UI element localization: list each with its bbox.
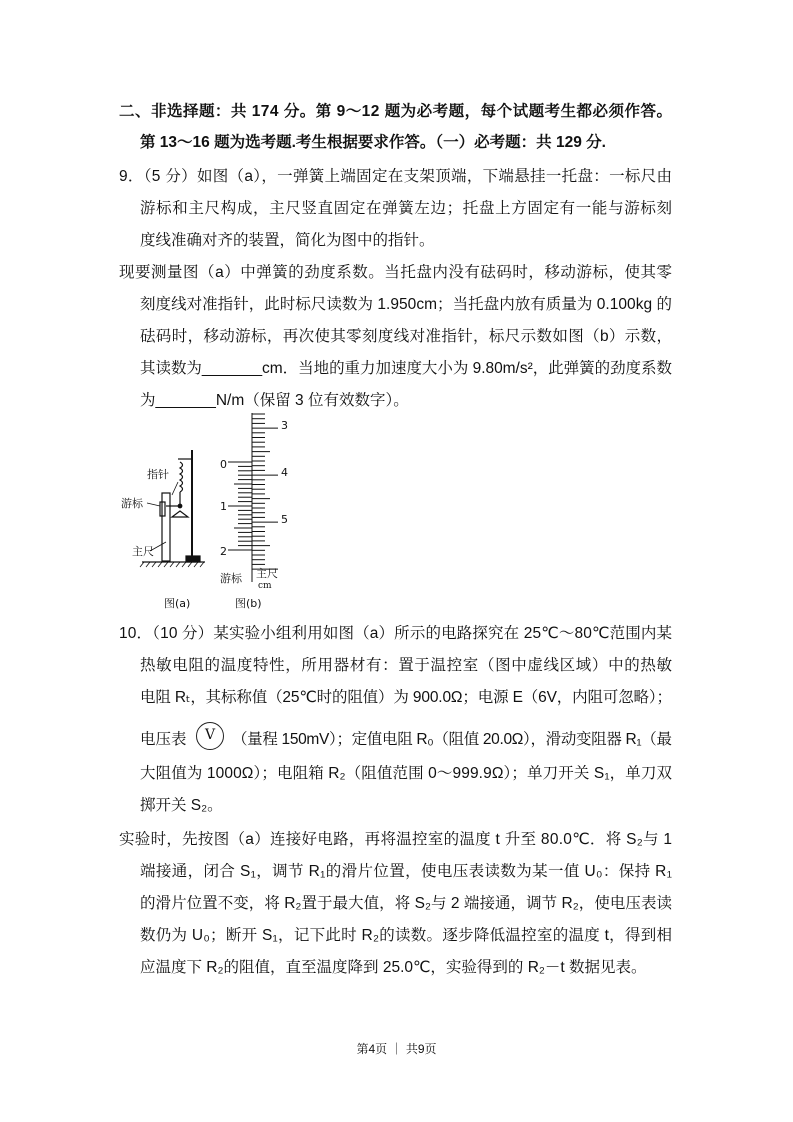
- page-footer: 第4页 ｜ 共9页: [356, 1042, 437, 1056]
- q10-line: 端接通，闭合 S₁，调节 R₁的滑片位置，使电压表读数为某一值 U₀：保持 R₁: [140, 863, 673, 880]
- vernier-tick-label: 1: [220, 500, 227, 513]
- q10-line: 掷开关 S₂。: [140, 797, 223, 814]
- q9-line: 刻度线对准指针，此时标尺读数为 1.950cm；当托盘内放有质量为 0.100kg 的: [140, 296, 673, 313]
- q9-line: 度线准确对齐的装置，简化为图中的指针。: [140, 232, 435, 249]
- main-tick-label: 5: [281, 513, 288, 526]
- q10-line: 数仍为 U₀；断开 S₁，记下此时 R₂的读数。逐步降低温控室的温度 t，得到相: [140, 927, 673, 944]
- label-main-scale: 主尺: [132, 545, 154, 558]
- section-heading: 二、非选择题：共 174 分。第 9～12 题为必考题，每个试题考生都必须作答。: [119, 103, 673, 120]
- label-b-main: 主尺: [256, 567, 278, 580]
- q9-line: 其读数为_______cm．当地的重力加速度大小为 9.80m/s²，此弹簧的劲度系数: [140, 360, 672, 377]
- q10-line: 10．（10 分）某实验小组利用如图（a）所示的电路探究在 25℃～80℃范围内某: [119, 625, 673, 642]
- q10-line: （量程 150mV）；定值电阻 R₀（阻值 20.0Ω），滑动变阻器 R₁（最: [232, 731, 672, 748]
- voltmeter-symbol: V: [190, 722, 230, 750]
- vernier-tick-label: 0: [220, 458, 227, 471]
- label-b-unit: cm: [258, 581, 272, 591]
- q10-line: 实验时，先按图（a）连接好电路，再将温控室的温度 t 升至 80.0℃．将 S₂与 1: [119, 831, 673, 848]
- q10-line: 大阻值为 1000Ω）；电阻箱 R₂（阻值范围 0～999.9Ω）；单刀开关 S₁，单刀双: [140, 765, 673, 782]
- q9-line: 游标和主尺构成，主尺竖直固定在弹簧左边；托盘上方固定有一能与游标刻: [140, 200, 673, 217]
- label-vernier: 游标: [121, 497, 143, 510]
- section-heading-2: 第 13～16 题为选考题.考生根据要求作答。（一）必考题：共 129 分.: [140, 134, 606, 151]
- label-b-vernier: 游标: [220, 572, 242, 585]
- label-pointer: 指针: [147, 468, 169, 481]
- q10-line: 应温度下 R₂的阻值，直至温度降到 25.0℃，实验得到的 R₂－t 数据见表。: [140, 959, 647, 976]
- q10-line: 热敏电阻的温度特性，所用器材有：置于温控室（图中虚线区域）中的热敏: [140, 657, 673, 674]
- q10-line: 的滑片位置不变，将 R₂置于最大值，将 S₂与 2 端接通，调节 R₂，使电压表读: [140, 895, 673, 912]
- main-tick-label: 4: [281, 466, 288, 479]
- vernier-tick-label: 2: [220, 545, 227, 558]
- q9-line: 为_______N/m（保留 3 位有效数字）。: [140, 392, 409, 409]
- figure-spring-scale: [110, 410, 310, 615]
- figure-b-ruler: [228, 413, 278, 582]
- q9-line: 9．（5 分）如图（a），一弹簧上端固定在支架顶端，下端悬挂一托盘：一标尺由: [119, 168, 673, 185]
- caption-a: 图(a): [164, 597, 191, 610]
- q9-line: 砝码时，移动游标，再次使其零刻度线对准指针，标尺示数如图（b）示数，: [140, 328, 673, 345]
- main-tick-label: 3: [281, 419, 288, 432]
- q10-line: 电压表: [140, 731, 187, 748]
- q9-line: 现要测量图（a）中弹簧的劲度系数。当托盘内没有砝码时，移动游标，使其零: [119, 264, 673, 281]
- caption-b: 图(b): [235, 597, 262, 610]
- q10-line: 电阻 Rₜ，其标称值（25℃时的阻值）为 900.0Ω；电源 E（6V，内阻可忽略）；: [140, 689, 672, 706]
